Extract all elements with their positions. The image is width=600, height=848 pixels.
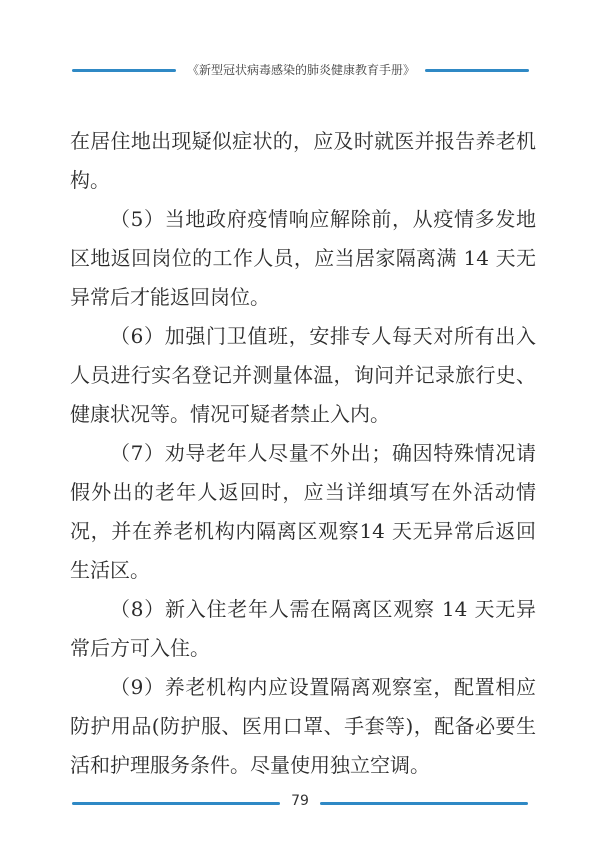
paragraph-item-5: （5）当地政府疫情响应解除前，从疫情多发地区地返回岗位的工作人员，应当居家隔离满 14 天无异常后才能返回岗位。 — [70, 207, 536, 309]
page-body — [70, 122, 536, 785]
paragraph-item-7: （7）劝导老年人尽量不外出；确因特殊情况请假外出的老年人返回时，应当详细填写在外活动情况，并在养老机构内隔离区观察14 天无异常后返回生活区。 — [70, 441, 536, 582]
header-rule-right — [425, 69, 529, 72]
paragraph-item-8: （8）新入住老年人需在隔离区观察 14 天无异常后方可入住。 — [70, 597, 536, 660]
paragraph-item-9: （9）养老机构内应设置隔离观察室，配置相应防护用品(防护服、医用口罩、手套等)，配备必要生活和护理服务条件。尽量使用独立空调。 — [70, 675, 536, 777]
book-title: 《新型冠状病毒感染的肺炎健康教育手册》 — [186, 63, 415, 77]
header-rule-left — [72, 69, 176, 72]
footer-rule-right — [320, 802, 528, 805]
paragraph-item-6: （6）加强门卫值班，安排专人每天对所有出入人员进行实名登记并测量体温，询问并记录旅行史、健康状况等。情况可疑者禁止入内。 — [70, 324, 536, 426]
paragraph-continuation: 在居住地出现疑似症状的，应及时就医并报告养老机构。 — [70, 129, 536, 192]
page-header — [0, 59, 600, 83]
footer-rule-left — [72, 802, 280, 805]
page-number: 79 — [291, 793, 309, 809]
page-footer — [0, 792, 600, 816]
